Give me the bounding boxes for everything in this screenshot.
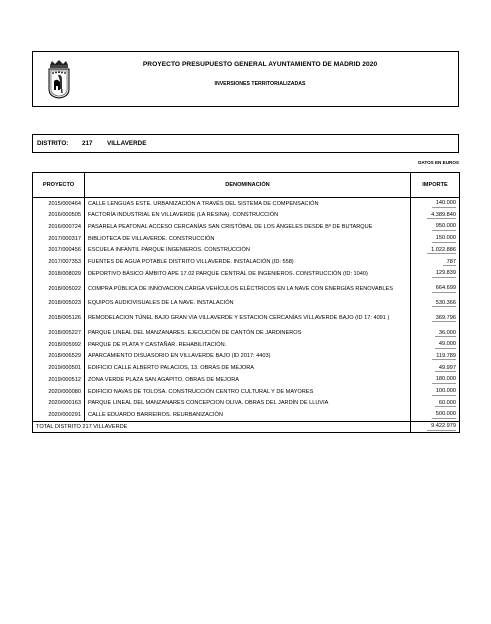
table-row	[33, 256, 460, 268]
project-name: PARQUE DE PLATA Y CASTAÑAR. REHABILITACIÓN.	[85, 339, 411, 351]
table-row	[33, 245, 460, 257]
total-amount-cell	[411, 422, 460, 433]
project-amount-cell	[411, 221, 460, 233]
project-amount-cell	[411, 198, 460, 210]
project-amount: 950.000	[432, 223, 456, 231]
project-amount-cell	[411, 386, 460, 398]
project-code: 2019/000512	[33, 374, 85, 386]
table-row	[33, 351, 460, 363]
project-amount-cell	[411, 409, 460, 421]
madrid-crest-logo	[47, 59, 71, 99]
district-label: DISTRITO:	[37, 140, 69, 147]
project-amount-cell	[411, 210, 460, 222]
project-name: REMODELACION TÚNEL BAJO GRAN VIA VILLAVERDE Y ESTACION CERCANÍAS VILLAVERDE BAJO (ID 17: 4091 )	[85, 310, 411, 328]
project-name: FUENTES DE AGUA POTABLE DISTRITO VILLAVERDE. INSTALACIÓN (ID: 558)	[85, 256, 411, 268]
project-amount: 500.000	[432, 411, 456, 419]
project-name: EDIFICIO NAVAS DE TOLOSA. CONSTRUCCIÓN CENTRO CULTURAL Y DE MAYORES	[85, 386, 411, 398]
table-body	[33, 198, 460, 433]
project-amount: 49.000	[435, 341, 456, 349]
project-amount: 180.000	[432, 376, 456, 384]
project-code: 2017/007353	[33, 256, 85, 268]
table-row	[33, 374, 460, 386]
table-row	[33, 386, 460, 398]
document-subtitle: INVERSIONES TERRITORIALIZADAS	[214, 81, 306, 87]
project-name: BIBLIOTECA DE VILLAVERDE. CONSTRUCCIÓN	[85, 233, 411, 245]
project-amount-cell	[411, 245, 460, 257]
project-amount: 664.699	[432, 285, 456, 293]
project-amount: 787	[443, 259, 456, 267]
project-amount-cell	[411, 268, 460, 280]
project-code: 2020/000291	[33, 409, 85, 421]
project-amount: 49.997	[435, 365, 456, 373]
column-header-amount: IMPORTE	[411, 173, 460, 198]
project-name: ESCUELA INFANTIL PARQUE INGENIEROS. CONSTRUCCIÓN	[85, 245, 411, 257]
project-code: 2018/005023	[33, 298, 85, 310]
project-amount: 530.366	[432, 300, 456, 308]
project-amount: 100.000	[432, 388, 456, 396]
table-row	[33, 280, 460, 298]
total-amount: 9.422.979	[427, 423, 456, 431]
table-row	[33, 233, 460, 245]
document-title: PROYECTO PRESUPUESTO GENERAL AYUNTAMIENTO DE MADRID 2020	[142, 61, 378, 68]
project-amount-cell	[411, 363, 460, 375]
district-box	[32, 134, 459, 153]
project-amount: 4.389.840	[427, 212, 456, 220]
project-amount: 129.839	[432, 270, 456, 278]
currency-note: DATOS EN EUROS	[418, 160, 459, 165]
table-row	[33, 398, 460, 410]
project-name: PASARELA PEATONAL ACCESO CERCANÍAS SAN CRISTÓBAL DE LOS ÁNGELES DESDE Bº DE BUTARQUE	[85, 221, 411, 233]
project-amount-cell	[411, 280, 460, 298]
project-name: CALLE LENGUAS ESTE. URBANIZACIÓN A TRAVÉS DEL SISTEMA DE COMPENSACIÓN	[85, 198, 411, 210]
project-code: 2018/005992	[33, 339, 85, 351]
table-row	[33, 328, 460, 340]
project-amount-cell	[411, 398, 460, 410]
column-header-name: DENOMINACIÓN	[85, 173, 411, 198]
project-code: 2020/000163	[33, 398, 85, 410]
table-row	[33, 198, 460, 210]
project-amount: 369.796	[432, 315, 456, 323]
project-code: 2016/000505	[33, 210, 85, 222]
project-code: 2018/006529	[33, 351, 85, 363]
project-amount-cell	[411, 328, 460, 340]
project-name: CALLE EDUARDO BARREIROS. REURBANIZACIÓN	[85, 409, 411, 421]
project-amount: 140.000	[432, 200, 456, 208]
investments-table	[32, 172, 460, 433]
project-amount-cell	[411, 374, 460, 386]
project-name: DEPORTIVO BÁSICO ÁMBITO APE 17.02 PARQUE CENTRAL DE INGENIEROS. CONSTRUCCIÓN (ID: 1040)	[85, 268, 411, 280]
table-row	[33, 409, 460, 421]
table-row	[33, 268, 460, 280]
project-amount: 60.000	[435, 400, 456, 408]
total-label: TOTAL DISTRITO 217 VILLAVERDE	[33, 422, 411, 433]
project-code: 2019/000501	[33, 363, 85, 375]
column-header-project: PROYECTO	[33, 173, 85, 198]
project-code: 2018/008029	[33, 268, 85, 280]
project-name: APARCAMIENTO DISUASORIO EN VILLAVERDE BAJO (ID 2017: 4403)	[85, 351, 411, 363]
project-name: EDIFICIO CALLE ALBERTO PALACIOS, 13. OBRAS DE MEJORA	[85, 363, 411, 375]
district-name: VILLAVERDE	[107, 140, 147, 147]
project-code: 2017/000456	[33, 245, 85, 257]
project-name: EQUIPOS AUDIOVISUALES DE LA NAVE. INSTALACIÓN	[85, 298, 411, 310]
project-name: ZONA VERDE PLAZA SAN AGAPITO. OBRAS DE MEJORA	[85, 374, 411, 386]
table-header-row	[33, 173, 460, 198]
project-code: 2017/000317	[33, 233, 85, 245]
project-amount: 1.022.886	[427, 247, 456, 255]
project-amount-cell	[411, 233, 460, 245]
table-row	[33, 339, 460, 351]
table-row	[33, 363, 460, 375]
project-code: 2020/000080	[33, 386, 85, 398]
project-amount: 36.000	[435, 330, 456, 338]
project-code: 2018/005227	[33, 328, 85, 340]
project-code: 2018/005022	[33, 280, 85, 298]
project-name: PARQUE LINEAL DEL MANZANARES. EJECUCIÓN DE CANTÓN DE JARDINEROS	[85, 328, 411, 340]
table-row	[33, 310, 460, 328]
table-row	[33, 221, 460, 233]
project-amount-cell	[411, 351, 460, 363]
project-name: FACTORÍA INDUSTRIAL EN VILLAVERDE (LA RESINA). CONSTRUCCIÓN	[85, 210, 411, 222]
project-name: PARQUE LINEAL DEL MANZANARES CONCEPCION OLIVA. OBRAS DEL JARDÍN DE LLUVIA	[85, 398, 411, 410]
header-box	[32, 51, 459, 107]
project-code: 2015/000464	[33, 198, 85, 210]
project-amount-cell	[411, 256, 460, 268]
table-row	[33, 298, 460, 310]
project-code: 2018/005126	[33, 310, 85, 328]
project-amount: 150.000	[432, 235, 456, 243]
project-code: 2016/000724	[33, 221, 85, 233]
table-row	[33, 210, 460, 222]
district-number: 217	[82, 140, 93, 147]
project-amount-cell	[411, 310, 460, 328]
project-amount-cell	[411, 298, 460, 310]
project-name: COMPRA PÚBLICA DE INNOVACION.CARGA VEHÍCULOS ELÉCTRICOS EN LA NAVE CON ENERGÍAS RENOVABLES	[85, 280, 411, 298]
project-amount: 119.789	[432, 353, 456, 361]
project-amount-cell	[411, 339, 460, 351]
total-row	[33, 422, 460, 433]
